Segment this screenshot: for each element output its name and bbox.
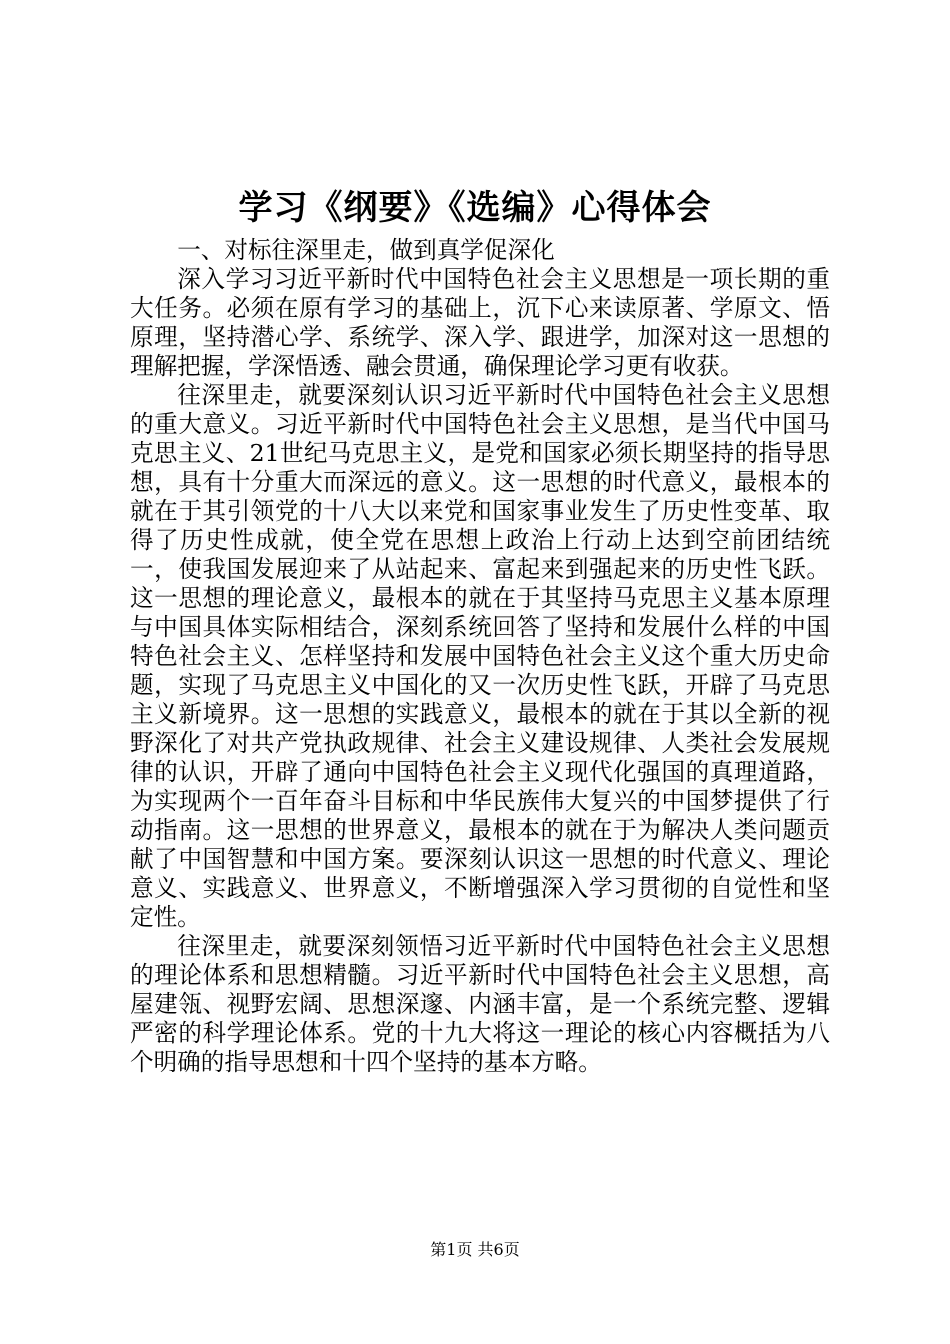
paragraph: 往深里走，就要深刻领悟习近平新时代中国特色社会主义思想的理论体系和思想精髓。习近平新时代中国特色社会主义思想，高屋建瓴、视野宏阔、思想深邃、内涵丰富，是一个系统完整、逻辑严密的科学理论体系。党的十九大将这一理论的核心内容概括为八个明确的指导思想和十四个坚持的基本方略。 [130,932,830,1076]
section-heading: 一、对标往深里走，做到真学促深化 [177,236,555,264]
document-title: 学习《纲要》《选编》心得体会 [238,188,712,228]
page-footer: 第1页 共6页 [430,1240,520,1259]
paragraph: 往深里走，就要深刻认识习近平新时代中国特色社会主义思想的重大意义。习近平新时代中国特色社会主义思想，是当代中国马克思主义、21世纪马克思主义，是党和国家必须长期坚持的指导思想，具有十分重大而深远的意义。这一思想的时代意义，最根本的就在于其引领党的十八大以来党和国家事业发生了历史性变革、取得了历史性成就，使全党在思想上政治上行动上达到空前团结统一，使我国发展迎来了从站起来、富起来到强起来的历史性飞跃。这一思想的理论意义，最根本的就在于其坚持马克思主义基本原理与中国具体实际相结合，深刻系统回答了坚持和发展什么样的中国特色社会主义、怎样坚持和发展中国特色社会主义这个重大历史命题，实现了马克思主义中国化的又一次历史性飞跃，开辟了马克思主义新境界。这一思想的实践意义，最根本的就在于其以全新的视野深化了对共产党执政规律、社会主义建设规律、人类社会发展规律的认识，开辟了通向中国特色社会主义现代化强国的真理道路，为实现两个一百年奋斗目标和中华民族伟大复兴的中国梦提供了行动指南。这一思想的世界意义，最根本的就在于为解决人类问题贡献了中国智慧和中国方案。要深刻认识这一思想的时代意义、理论意义、实践意义、世界意义，不断增强深入学习贯彻的自觉性和坚定性。 [130,381,830,931]
document-body [130,236,830,1077]
paragraph: 深入学习习近平新时代中国特色社会主义思想是一项长期的重大任务。必须在原有学习的基础上，沉下心来读原著、学原文、悟原理，坚持潜心学、系统学、深入学、跟进学，加深对这一思想的理解把握，学深悟透、融会贯通，确保理论学习更有收获。 [130,265,830,380]
